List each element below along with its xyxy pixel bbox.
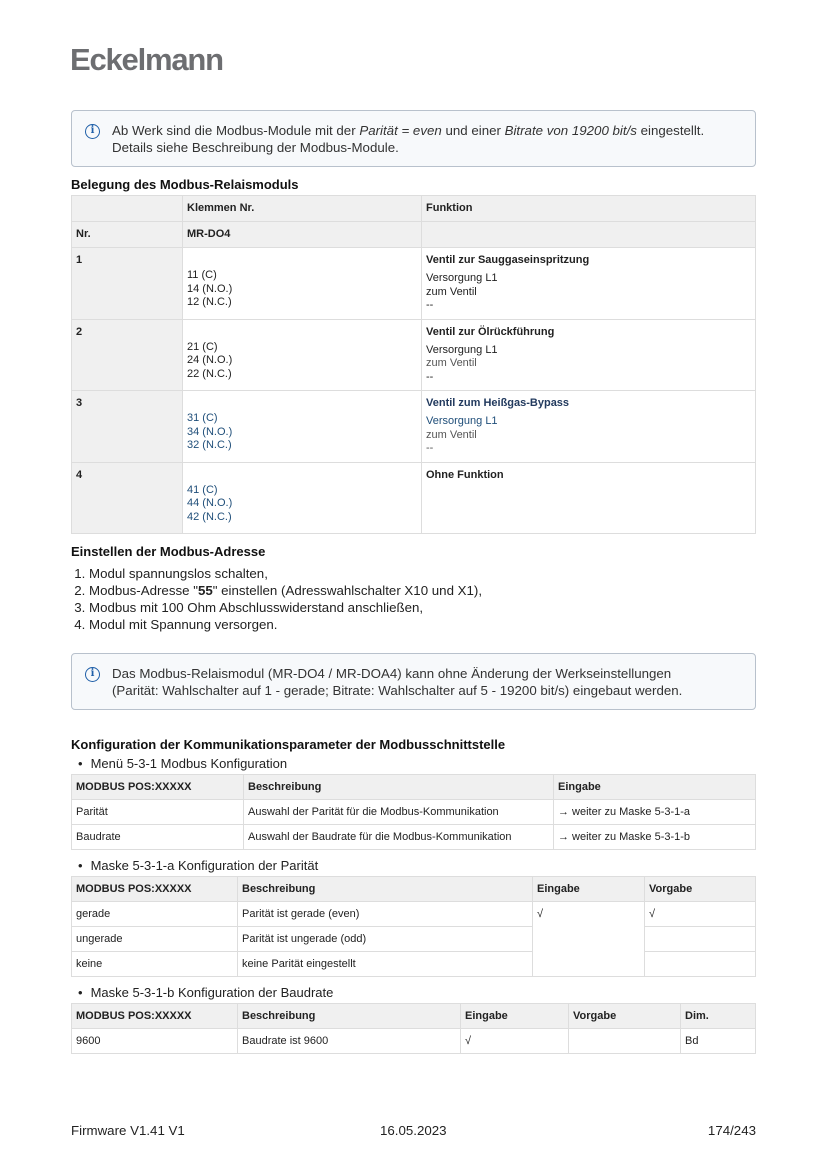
note-text: (Parität: Wahlschalter auf 1 - gerade; Bitrate: Wahlschalter auf 5 - 19200 bit/s) eingebaut werden.	[112, 682, 683, 698]
function-cell	[422, 391, 756, 463]
terminal: 34 (N.O.)	[187, 425, 233, 438]
terminal: 14 (N.O.)	[187, 282, 233, 295]
step: 1. Modul spannungslos schalten,	[89, 565, 756, 582]
function-line: zum Ventil	[426, 428, 477, 441]
terminal-cell	[183, 462, 422, 533]
cell: → weiter zu Maske 5-3-1-a	[554, 799, 756, 824]
header-cell	[72, 196, 183, 222]
table-row	[72, 824, 756, 849]
table-row	[72, 248, 756, 320]
function-title: Ohne Funktion	[426, 468, 504, 481]
info-icon: i	[85, 124, 100, 139]
terminal-cell	[183, 319, 422, 391]
table-row	[72, 462, 756, 533]
header-cell: Nr.	[72, 222, 183, 248]
cell: keine Parität eingestellt	[238, 951, 533, 976]
config-section-title: Konfiguration der Kommunikationsparameter der Modbusschnittstelle	[71, 736, 506, 752]
relay-nr: 2	[72, 319, 183, 391]
header-cell: Eingabe	[554, 774, 756, 799]
function-line: --	[426, 370, 434, 383]
note-text: Das Modbus-Relaismodul (MR-DO4 / MR-DOA4) kann ohne Änderung der Werkseinstellungen	[112, 665, 672, 681]
cell	[645, 951, 756, 976]
check-cell: √	[645, 901, 756, 926]
function-line: --	[426, 442, 434, 454]
footer-date: 16.05.2023	[380, 1123, 447, 1138]
header-cell: Vorgabe	[645, 876, 756, 901]
cell: ungerade	[72, 926, 238, 951]
table-header-row	[72, 774, 756, 799]
address-section-title: Einstellen der Modbus-Adresse	[71, 543, 266, 559]
menu-config-table	[71, 774, 756, 850]
cell: Baudrate	[72, 824, 244, 849]
table-row	[72, 926, 756, 951]
note-text: Details siehe Beschreibung der Modbus-Module.	[112, 140, 399, 155]
header-cell: Funktion	[422, 196, 756, 222]
function-line: Versorgung L1	[426, 272, 498, 284]
baudrate-table	[71, 1003, 756, 1054]
relay-nr: 3	[72, 391, 183, 463]
header-cell: MODBUS POS:XXXXX	[72, 774, 244, 799]
baud-mask-label: • Maske 5-3-1-b Konfiguration der Baudrate	[71, 985, 756, 1001]
terminal: 41 (C)	[187, 483, 218, 496]
cell: Parität ist gerade (even)	[238, 901, 533, 926]
relay-nr: 4	[72, 462, 183, 533]
terminal: 42 (N.C.)	[187, 510, 232, 523]
header-cell: Beschreibung	[238, 1003, 461, 1028]
table-header-row	[72, 222, 756, 248]
table-row	[72, 1028, 756, 1053]
footer-firmware: Firmware V1.41 V1	[71, 1123, 185, 1138]
function-line: Versorgung L1	[426, 343, 498, 356]
terminal: 31 (C)	[187, 412, 218, 424]
header-cell: Beschreibung	[238, 876, 533, 901]
cell: gerade	[72, 901, 238, 926]
footer-page-number: 174/243	[707, 1123, 756, 1138]
function-line: Versorgung L1	[426, 415, 498, 427]
table-row	[72, 391, 756, 463]
header-cell: Eingabe	[533, 876, 645, 901]
info-note-factory-settings	[71, 110, 756, 167]
cell: Auswahl der Parität für die Modbus-Kommunikation	[244, 799, 554, 824]
terminal: 44 (N.O.)	[187, 497, 233, 509]
info-note-relay-module	[71, 653, 756, 710]
terminal: 22 (N.C.)	[187, 367, 232, 380]
note-text: Ab Werk sind die Modbus-Module mit der	[112, 123, 360, 138]
header-cell: Vorgabe	[569, 1003, 681, 1028]
check-cell: √	[533, 901, 645, 976]
relay-nr: 1	[72, 248, 183, 320]
function-cell	[422, 248, 756, 320]
terminal-cell	[183, 248, 422, 320]
cell: 9600	[72, 1028, 238, 1053]
parity-mask-label: • Maske 5-3-1-a Konfiguration der Parität	[71, 858, 756, 874]
function-title: Ventil zur Sauggaseinspritzung	[426, 254, 590, 266]
table-row	[72, 901, 756, 926]
cell: keine	[72, 951, 238, 976]
menu-label: • Menü 5-3-1 Modbus Konfiguration	[71, 756, 756, 772]
terminal: 24 (N.O.)	[187, 354, 233, 366]
header-cell: Eingabe	[461, 1003, 569, 1028]
function-line: --	[426, 299, 434, 311]
function-line: zum Ventil	[426, 285, 477, 298]
header-cell: Klemmen Nr.	[183, 196, 422, 222]
cell: Baudrate ist 9600	[238, 1028, 461, 1053]
note-text: eingestellt.	[636, 123, 705, 138]
cell	[569, 1028, 681, 1053]
step: 4. Modul mit Spannung versorgen.	[89, 616, 756, 633]
function-title: Ventil zum Heißgas-Bypass	[426, 397, 570, 409]
step: 3. Modbus mit 100 Ohm Abschlusswiderstand anschließen,	[89, 599, 756, 616]
header-cell	[422, 222, 756, 248]
table-row	[72, 951, 756, 976]
cell	[645, 926, 756, 951]
terminal: 12 (N.C.)	[187, 296, 232, 308]
cell: Bd	[681, 1028, 756, 1053]
table-row	[72, 799, 756, 824]
function-cell	[422, 462, 756, 533]
step-text: Modbus-Adresse "	[89, 582, 198, 598]
table-header-row	[72, 876, 756, 901]
header-cell: MR-DO4	[183, 222, 422, 248]
info-icon: i	[85, 667, 100, 682]
relay-assignment-table	[71, 195, 756, 534]
table-row	[72, 319, 756, 391]
function-line: zum Ventil	[426, 357, 477, 369]
table-header-row	[72, 196, 756, 222]
step	[89, 582, 756, 599]
terminal: 11 (C)	[187, 269, 217, 281]
note-text-parity: Parität = even	[359, 123, 442, 138]
step-text: " einstellen (Adresswahlschalter X10 und X1),	[212, 582, 483, 598]
header-cell: MODBUS POS:XXXXX	[72, 876, 238, 901]
header-cell: Beschreibung	[244, 774, 554, 799]
terminal: 21 (C)	[187, 340, 218, 353]
address-value: 55	[197, 582, 213, 598]
eckelmann-logo: Eckelmann	[70, 42, 223, 77]
cell: Parität	[72, 799, 244, 824]
table-header-row	[72, 1003, 756, 1028]
note-text: und einer	[441, 123, 505, 138]
function-title: Ventil zur Ölrückführung	[426, 325, 555, 338]
terminal: 32 (N.C.)	[187, 439, 232, 451]
header-cell: Dim.	[681, 1003, 756, 1028]
cell: → weiter zu Maske 5-3-1-b	[554, 824, 756, 849]
header-cell: MODBUS POS:XXXXX	[72, 1003, 238, 1028]
note-text-bitrate: Bitrate von 19200 bit/s	[504, 123, 637, 138]
relay-section-title: Belegung des Modbus-Relaismoduls	[71, 177, 299, 192]
check-cell: √	[461, 1028, 569, 1053]
terminal-cell	[183, 391, 422, 463]
function-cell	[422, 319, 756, 391]
parity-table	[71, 876, 756, 977]
cell: Parität ist ungerade (odd)	[238, 926, 533, 951]
address-steps	[71, 565, 756, 633]
page-content	[71, 110, 756, 1054]
cell: Auswahl der Baudrate für die Modbus-Kommunikation	[244, 824, 554, 849]
